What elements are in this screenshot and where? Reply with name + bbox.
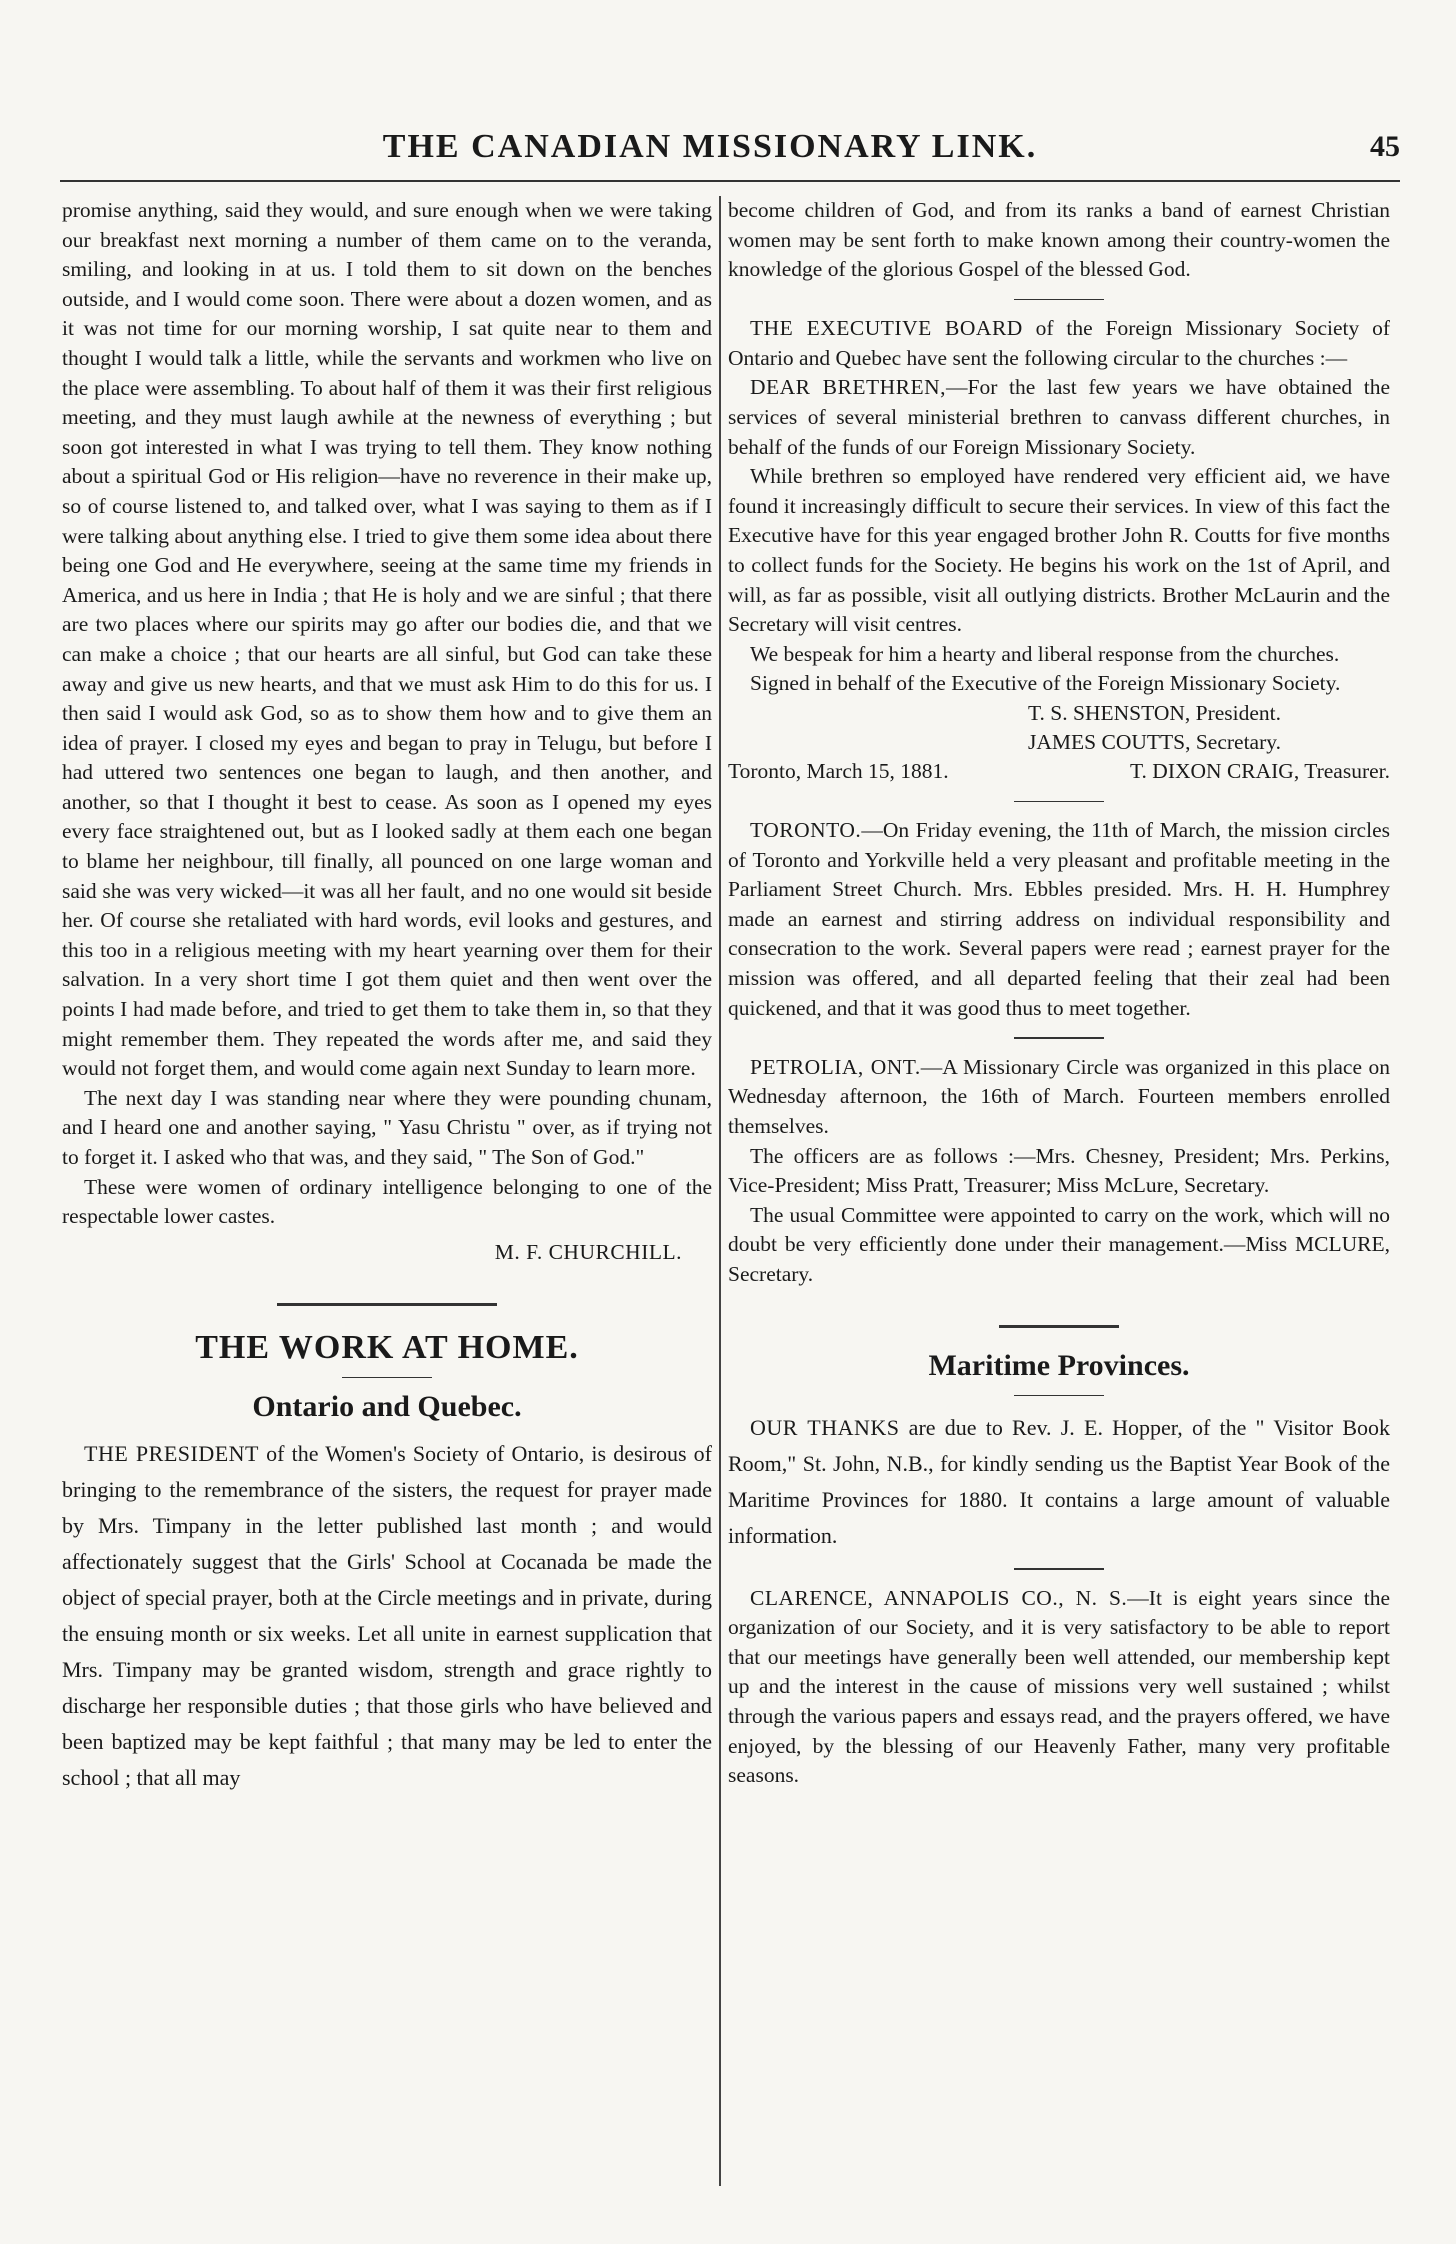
article-paragraph xyxy=(728,314,1390,373)
paragraph-text: —A Missionary Circle was organized in this place on Wednesday afternoon, the 16th of March. Fourteen members enrolled themselves. xyxy=(728,1054,1390,1138)
paragraph-text: are due to Rev. J. E. Hopper, of the " Visitor Book Room," St. John, N.B., for kindly sending us the Baptist Year Book of the Maritime Provinces for 1880. It contains a large amount of valuable information. xyxy=(728,1415,1390,1549)
lead-in: OUR THANKS xyxy=(750,1415,900,1441)
article-paragraph: promise anything, said they would, and sure enough when we were taking our breakfast next morning a number of them came on to the veranda, smiling, and looking in at us. I told them to sit down on the benches outside, and I would come soon. There were about a dozen women, and as it was not time for our morning worship, I sat quite near to them and thought I would talk a little, while the servants and workmen who live on the place were assembling. To about half of them it was their first religious meeting, and they must laugh awhile at the newness of everything ; but soon got interested in what I was trying to tell them. They know nothing about a spiritual God or His religion—have no reverence in their make up, so of course listened to, and talked over, what I was saying to them as if I were talking about anything else. I tried to give them some idea about there being one God and He everywhere, seeing at the same time my friends in America, and us here in India ; that He is holy and we are sinful ; that there are two places where our spirits may go after our bodies die, and that we can make a choice ; that our hearts are all sinful, but God can take these away and give us new hearts, and that we must ask Him to do this for us. I then said I would ask God, so as to show them how and to give them an idea of prayer. I closed my eyes and began to pray in Telugu, but before I had uttered two sentences one began to laugh, and then another, and another, so that I thought it best to cease. As soon as I opened my eyes every face straightened out, but as I looked sadly at them each one began to blame her neighbour, till finally, all pounced on one large woman and said she was very wicked—it was all her fault, and no one would sit beside her. Of course she retaliated with hard words, evil looks and gestures, and this too in a religious meeting with my heart yearning over them for their salvation. In a very short time I got them quiet and then went over the points I had made before, and tried to get them to take them in, so that they might remember them. They repeated the words after me, and said they would not forget them, and would come again next Sunday to learn more. xyxy=(62,198,712,1081)
article-paragraph xyxy=(728,1410,1390,1554)
column-divider xyxy=(719,196,721,2186)
article-paragraph: The officers are as follows :—Mrs. Chesney, President; Mrs. Perkins, Vice-President; Miss Pratt, Treasurer; Miss McLure, Secretary. xyxy=(728,1143,1390,1198)
lead-in: DEAR BRETHREN, xyxy=(750,375,946,400)
ornament-rule xyxy=(999,1325,1119,1328)
article-paragraph xyxy=(728,1053,1390,1142)
paragraph-text: —On Friday evening, the 11th of March, the mission circles of Toronto and Yorkville held a very pleasant and profitable meeting in the Parliament Street Church. Mrs. Ebbles presided. Mrs. H. H. Humphrey made an earnest and stirring address on individual responsibility and consecration to the work. Several papers were read ; earnest prayer for the mission was offered, and all departed feeling that their zeal had been quickened, and that it was good thus to meet together. xyxy=(728,818,1390,1020)
running-head xyxy=(60,128,1400,172)
article-paragraph: These were women of ordinary intelligence belonging to one of the respectable lower castes. xyxy=(62,1174,712,1229)
dateline: Toronto, March 15, 1881. xyxy=(728,759,949,783)
lead-in: PETROLIA, ONT. xyxy=(750,1054,921,1079)
short-rule xyxy=(1014,801,1104,803)
section-title: Maritime Provinces. xyxy=(928,1349,1190,1383)
paragraph-text: —It is eight years since the organization of our Society, and it is very satisfactory to be able to report that our meetings have generally been well attended, our membership kept up and the interest in the cause of missions very well sustained ; whilst through the various papers and essays read, and the prayers offered, we have enjoyed, by the blessing of our Heavenly Father, many very profitable seasons. xyxy=(728,1585,1390,1788)
article-paragraph xyxy=(728,816,1390,1023)
article-paragraph xyxy=(728,1584,1390,1791)
article-paragraph: become children of God, and from its ranks a band of earnest Christian women may be sent forth to make known among their country-women the knowledge of the glorious Gospel of the blessed God. xyxy=(728,198,1390,282)
signer-line: JAMES COUTTS, Secretary. xyxy=(1028,730,1281,754)
short-rule xyxy=(1014,1568,1104,1570)
right-column xyxy=(728,196,1390,2184)
section-title: THE WORK AT HOME. xyxy=(195,1328,579,1366)
article-paragraph: The next day I was standing near where they were pounding chunam, and I heard one and another saying, " Yasu Christu " over, as if trying not to forget it. I asked who that was, and they said, " The Son of God." xyxy=(62,1085,712,1169)
page-number: 45 xyxy=(1370,130,1400,163)
article-paragraph: Signed in behalf of the Executive of the Foreign Missionary Society. xyxy=(750,671,1341,696)
lead-in: TORONTO. xyxy=(750,818,862,843)
lead-in: THE EXECUTIVE BOARD xyxy=(750,316,1023,341)
section-ornament xyxy=(728,1312,1390,1342)
paragraph-text: of the Women's Society of Ontario, is desirous of bringing to the remembrance of the sisters, the request for prayer made by Mrs. Timpany in the letter published last month ; and would affectionately suggest that the Girls' School at Cocanada be made the object of special prayer, both at the Circle meetings and in private, during the ensuing month or six weeks. Let all unite in earnest supplication that Mrs. Timpany may be granted wisdom, strength and grace rightly to discharge her responsible duties ; that those girls who have believed and been baptized may be kept faithful ; that many may be led to enter the school ; that all may xyxy=(62,1440,712,1790)
article-paragraph: While brethren so employed have rendered very efficient aid, we have found it increasingly difficult to secure their services. In view of this fact the Executive have for this year engaged brother John R. Coutts for five months to collect funds for the Society. He begins his work on the 1st of April, and will, as far as possible, visit all outlying districts. Brother McLaurin and the Secretary will visit centres. xyxy=(728,464,1390,637)
section-ornament xyxy=(62,1289,712,1319)
article-signature: M. F. CHURCHILL. xyxy=(494,1239,682,1264)
short-rule xyxy=(1014,1037,1104,1039)
lead-in: CLARENCE, ANNAPOLIS CO., N. S. xyxy=(750,1585,1128,1610)
page-header-title: THE CANADIAN MISSIONARY LINK. xyxy=(382,128,1038,165)
article-paragraph: The usual Committee were appointed to carry on the work, which will no doubt be very efficiently done under their management.—Miss MCLURE, Secretary. xyxy=(728,1202,1390,1286)
subsection-title: Ontario and Quebec. xyxy=(252,1390,522,1424)
short-rule xyxy=(1014,299,1104,301)
left-column xyxy=(62,196,712,2184)
article-paragraph xyxy=(62,1436,712,1796)
lead-in: THE PRESIDENT xyxy=(84,1440,259,1466)
dateline-row xyxy=(728,757,1390,787)
paragraph-text: —For the last few years we have obtained the services of several ministerial brethren to canvass different churches, in behalf of the funds of our Foreign Missionary Society. xyxy=(728,375,1390,459)
article-paragraph: We bespeak for him a hearty and liberal response from the churches. xyxy=(750,641,1340,666)
signer-line: T. DIXON CRAIG, Treasurer. xyxy=(1130,759,1390,783)
paragraph-text: of the Foreign Missionary Society of Ontario and Quebec have sent the following circular to the churches :— xyxy=(728,316,1390,370)
ornament-rule xyxy=(277,1303,497,1306)
signer-line: T. S. SHENSTON, President. xyxy=(1028,701,1282,725)
short-rule xyxy=(342,1377,432,1379)
article-paragraph xyxy=(728,373,1390,462)
short-rule xyxy=(1014,1395,1104,1397)
header-rule xyxy=(60,180,1400,182)
